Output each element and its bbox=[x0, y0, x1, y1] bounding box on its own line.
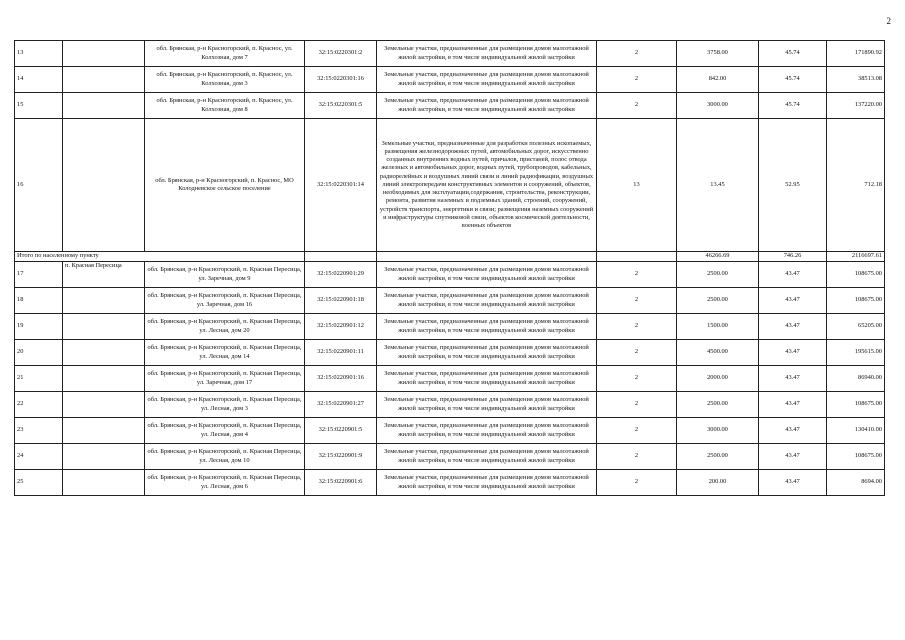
value-cell: 108675.00 bbox=[827, 444, 885, 470]
value-cell: 65205.00 bbox=[827, 314, 885, 340]
address-cell: обл. Брянская, р-н Красногорский, п. Краснос, МО Колодневское сельское поселение bbox=[145, 119, 305, 252]
blank-cell bbox=[63, 67, 145, 93]
table-row bbox=[15, 314, 885, 340]
area-cell: 2500.00 bbox=[677, 444, 759, 470]
blank-cell bbox=[63, 314, 145, 340]
area-cell: 3000.00 bbox=[677, 418, 759, 444]
area-cell: 3758.00 bbox=[677, 41, 759, 67]
value-cell: 712.18 bbox=[827, 119, 885, 252]
land-use-cell: Земельные участки, предназначенные для размещения домов малоэтажной жилой застройки, в том числе индивидуальной жилой застройки bbox=[377, 262, 597, 288]
row-number: 24 bbox=[15, 444, 63, 470]
rate-cell: 52.95 bbox=[759, 119, 827, 252]
cadastral-number-cell: 32:15:0220301:16 bbox=[305, 67, 377, 93]
table-row bbox=[15, 67, 885, 93]
value-cell: 137220.00 bbox=[827, 93, 885, 119]
group-cell: 2 bbox=[597, 392, 677, 418]
blank-cell bbox=[63, 418, 145, 444]
area-cell: 3000.00 bbox=[677, 93, 759, 119]
address-cell: обл. Брянская, р-н Красногорский, п. Краснос, ул. Колхозная, дом 7 bbox=[145, 41, 305, 67]
value-cell: 108675.00 bbox=[827, 392, 885, 418]
page-number: 2 bbox=[886, 16, 891, 26]
blank-cell bbox=[63, 93, 145, 119]
rate-cell: 43.47 bbox=[759, 366, 827, 392]
row-number: 16 bbox=[15, 119, 63, 252]
cadastral-number-cell: 32:15:0220901:5 bbox=[305, 418, 377, 444]
area-cell: 1500.00 bbox=[677, 314, 759, 340]
blank-cell bbox=[63, 340, 145, 366]
row-number: 22 bbox=[15, 392, 63, 418]
blank-cell bbox=[63, 119, 145, 252]
rate-cell: 43.47 bbox=[759, 418, 827, 444]
land-use-cell: Земельные участки, предназначенные для размещения домов малоэтажной жилой застройки, в том числе индивидуальной жилой застройки bbox=[377, 418, 597, 444]
cadastral-number-cell: 32:15:0220901:6 bbox=[305, 470, 377, 496]
group-cell: 2 bbox=[597, 288, 677, 314]
location-cell bbox=[63, 262, 145, 288]
address-cell: обл. Брянская, р-н Красногорский, п. Краснос, ул. Колхозная, дом 8 bbox=[145, 93, 305, 119]
area-cell: 2500.00 bbox=[677, 392, 759, 418]
row-number: 23 bbox=[15, 418, 63, 444]
cadastral-number-cell: 32:15:0220301:5 bbox=[305, 93, 377, 119]
value-cell: 86940.00 bbox=[827, 366, 885, 392]
table-row bbox=[15, 119, 885, 252]
group-cell: 2 bbox=[597, 366, 677, 392]
area-cell: 2500.00 bbox=[677, 262, 759, 288]
cadastral-number-cell: 32:15:0220901:16 bbox=[305, 366, 377, 392]
value-cell: 108675.00 bbox=[827, 262, 885, 288]
table-row bbox=[15, 340, 885, 366]
row-number: 25 bbox=[15, 470, 63, 496]
row-number: 13 bbox=[15, 41, 63, 67]
cadastral-number-cell: 32:15:0220901:29 bbox=[305, 262, 377, 288]
blank-cell bbox=[377, 252, 597, 262]
table-row bbox=[15, 444, 885, 470]
blank-cell bbox=[305, 252, 377, 262]
subtotal-row bbox=[15, 252, 885, 262]
area-cell: 2500.00 bbox=[677, 288, 759, 314]
address-cell: обл. Брянская, р-н Красногорский, п. Красная Пересица, ул. Лесная, дом 20 bbox=[145, 314, 305, 340]
land-use-cell: Земельные участки, предназначенные для размещения домов малоэтажной жилой застройки, в том числе индивидуальной жилой застройки bbox=[377, 366, 597, 392]
table-row bbox=[15, 93, 885, 119]
area-cell: 200.00 bbox=[677, 470, 759, 496]
blank-cell bbox=[63, 470, 145, 496]
land-use-cell: Земельные участки, предназначенные для размещения домов малоэтажной жилой застройки, в том числе индивидуальной жилой застройки bbox=[377, 41, 597, 67]
rate-cell: 43.47 bbox=[759, 262, 827, 288]
address-cell: обл. Брянская, р-н Красногорский, п. Красная Пересица, ул. Заречная, дом 17 bbox=[145, 366, 305, 392]
value-cell: 38513.08 bbox=[827, 67, 885, 93]
table-body bbox=[15, 41, 885, 496]
row-number: 14 bbox=[15, 67, 63, 93]
land-use-cell: Земельные участки, предназначенные для размещения домов малоэтажной жилой застройки, в том числе индивидуальной жилой застройки bbox=[377, 470, 597, 496]
value-cell: 8694.00 bbox=[827, 470, 885, 496]
blank-cell bbox=[63, 444, 145, 470]
land-use-cell: Земельные участки, предназначенные для размещения домов малоэтажной жилой застройки, в том числе индивидуальной жилой застройки bbox=[377, 314, 597, 340]
land-use-cell: Земельные участки, предназначенные для разработки полезных ископаемых, размещения железнодорожных путей, автомобильных дорог, искусственно созданных внутренних водных путей, причалов, пристаней, полос отвода железных и автомобильных дорог, водных путей, трубопроводов, кабельных, радиорелейных и воздушных линий связи и линий радиофикации, воздушных линий электропередачи конструктивных элементов и сооружений, объектов, необходимых для эксплуатации,содержания, строительства, реконструкции, ремонта, развития наземных и подземных зданий, строений, сооружений, устройств транспорта, энергетики и связи; размещения наземных сооружений и инфраструктуры спутниковой связи, объектов космической деятельности, военных объектов bbox=[377, 119, 597, 252]
value-cell: 195615.00 bbox=[827, 340, 885, 366]
row-number: 15 bbox=[15, 93, 63, 119]
subtotal-label: Итого по населенному пункту bbox=[15, 252, 305, 262]
cadastral-number-cell: 32:15:0220301:14 bbox=[305, 119, 377, 252]
rate-cell: 43.47 bbox=[759, 288, 827, 314]
blank-cell bbox=[63, 392, 145, 418]
cadastral-number-cell: 32:15:0220901:9 bbox=[305, 444, 377, 470]
value-cell: 108675.00 bbox=[827, 288, 885, 314]
rate-cell: 43.47 bbox=[759, 470, 827, 496]
blank-cell bbox=[63, 41, 145, 67]
group-cell: 2 bbox=[597, 470, 677, 496]
area-cell: 842.00 bbox=[677, 67, 759, 93]
address-cell: обл. Брянская, р-н Красногорский, п. Красная Пересица, ул. Заречная, дом 9 bbox=[145, 262, 305, 288]
address-cell: обл. Брянская, р-н Красногорский, п. Красная Пересица, ул. Заречная, дом 16 bbox=[145, 288, 305, 314]
area-cell: 2000.00 bbox=[677, 366, 759, 392]
group-cell: 2 bbox=[597, 314, 677, 340]
table-row bbox=[15, 262, 885, 288]
address-cell: обл. Брянская, р-н Красногорский, п. Красная Пересица, ул. Лесная, дом 6 bbox=[145, 470, 305, 496]
subtotal-rate: 746.26 bbox=[759, 252, 827, 262]
address-cell: обл. Брянская, р-н Красногорский, п. Красная Пересица, ул. Лесная, дом 3 bbox=[145, 392, 305, 418]
subtotal-value: 2116697.61 bbox=[827, 252, 885, 262]
group-cell: 2 bbox=[597, 340, 677, 366]
land-use-cell: Земельные участки, предназначенные для размещения домов малоэтажной жилой застройки, в том числе индивидуальной жилой застройки bbox=[377, 288, 597, 314]
value-cell: 171890.92 bbox=[827, 41, 885, 67]
row-number: 20 bbox=[15, 340, 63, 366]
land-use-cell: Земельные участки, предназначенные для размещения домов малоэтажной жилой застройки, в том числе индивидуальной жилой застройки bbox=[377, 392, 597, 418]
group-cell: 2 bbox=[597, 262, 677, 288]
location-label: п. Красная Пересица bbox=[65, 262, 122, 269]
cadastral-number-cell: 32:15:0220901:12 bbox=[305, 314, 377, 340]
value-cell: 130410.00 bbox=[827, 418, 885, 444]
rate-cell: 43.47 bbox=[759, 444, 827, 470]
group-cell: 13 bbox=[597, 119, 677, 252]
rate-cell: 45.74 bbox=[759, 41, 827, 67]
subtotal-area: 46266.69 bbox=[677, 252, 759, 262]
address-cell: обл. Брянская, р-н Красногорский, п. Краснос, ул. Колхозная, дом 3 bbox=[145, 67, 305, 93]
rate-cell: 43.47 bbox=[759, 314, 827, 340]
address-cell: обл. Брянская, р-н Красногорский, п. Красная Пересица, ул. Лесная, дом 10 bbox=[145, 444, 305, 470]
table-row bbox=[15, 470, 885, 496]
area-cell: 13.45 bbox=[677, 119, 759, 252]
row-number: 17 bbox=[15, 262, 63, 288]
land-use-cell: Земельные участки, предназначенные для размещения домов малоэтажной жилой застройки, в том числе индивидуальной жилой застройки bbox=[377, 444, 597, 470]
cadastral-number-cell: 32:15:0220301:2 bbox=[305, 41, 377, 67]
land-valuation-table bbox=[14, 40, 885, 496]
address-cell: обл. Брянская, р-н Красногорский, п. Красная Пересица, ул. Лесная, дом 14 bbox=[145, 340, 305, 366]
rate-cell: 45.74 bbox=[759, 93, 827, 119]
group-cell: 2 bbox=[597, 67, 677, 93]
cadastral-number-cell: 32:15:0220901:27 bbox=[305, 392, 377, 418]
blank-cell bbox=[63, 366, 145, 392]
blank-cell bbox=[63, 288, 145, 314]
table-row bbox=[15, 366, 885, 392]
land-use-cell: Земельные участки, предназначенные для размещения домов малоэтажной жилой застройки, в том числе индивидуальной жилой застройки bbox=[377, 340, 597, 366]
address-cell: обл. Брянская, р-н Красногорский, п. Красная Пересица, ул. Лесная, дом 4 bbox=[145, 418, 305, 444]
cadastral-number-cell: 32:15:0220901:18 bbox=[305, 288, 377, 314]
land-use-cell: Земельные участки, предназначенные для размещения домов малоэтажной жилой застройки, в том числе индивидуальной жилой застройки bbox=[377, 93, 597, 119]
table-row bbox=[15, 418, 885, 444]
blank-cell bbox=[597, 252, 677, 262]
table-row bbox=[15, 392, 885, 418]
table-row bbox=[15, 41, 885, 67]
row-number: 19 bbox=[15, 314, 63, 340]
row-number: 21 bbox=[15, 366, 63, 392]
row-number: 18 bbox=[15, 288, 63, 314]
group-cell: 2 bbox=[597, 93, 677, 119]
group-cell: 2 bbox=[597, 444, 677, 470]
rate-cell: 45.74 bbox=[759, 67, 827, 93]
group-cell: 2 bbox=[597, 418, 677, 444]
cadastral-number-cell: 32:15:0220901:11 bbox=[305, 340, 377, 366]
area-cell: 4500.00 bbox=[677, 340, 759, 366]
table-row bbox=[15, 288, 885, 314]
rate-cell: 43.47 bbox=[759, 392, 827, 418]
land-use-cell: Земельные участки, предназначенные для размещения домов малоэтажной жилой застройки, в том числе индивидуальной жилой застройки bbox=[377, 67, 597, 93]
group-cell: 2 bbox=[597, 41, 677, 67]
rate-cell: 43.47 bbox=[759, 340, 827, 366]
